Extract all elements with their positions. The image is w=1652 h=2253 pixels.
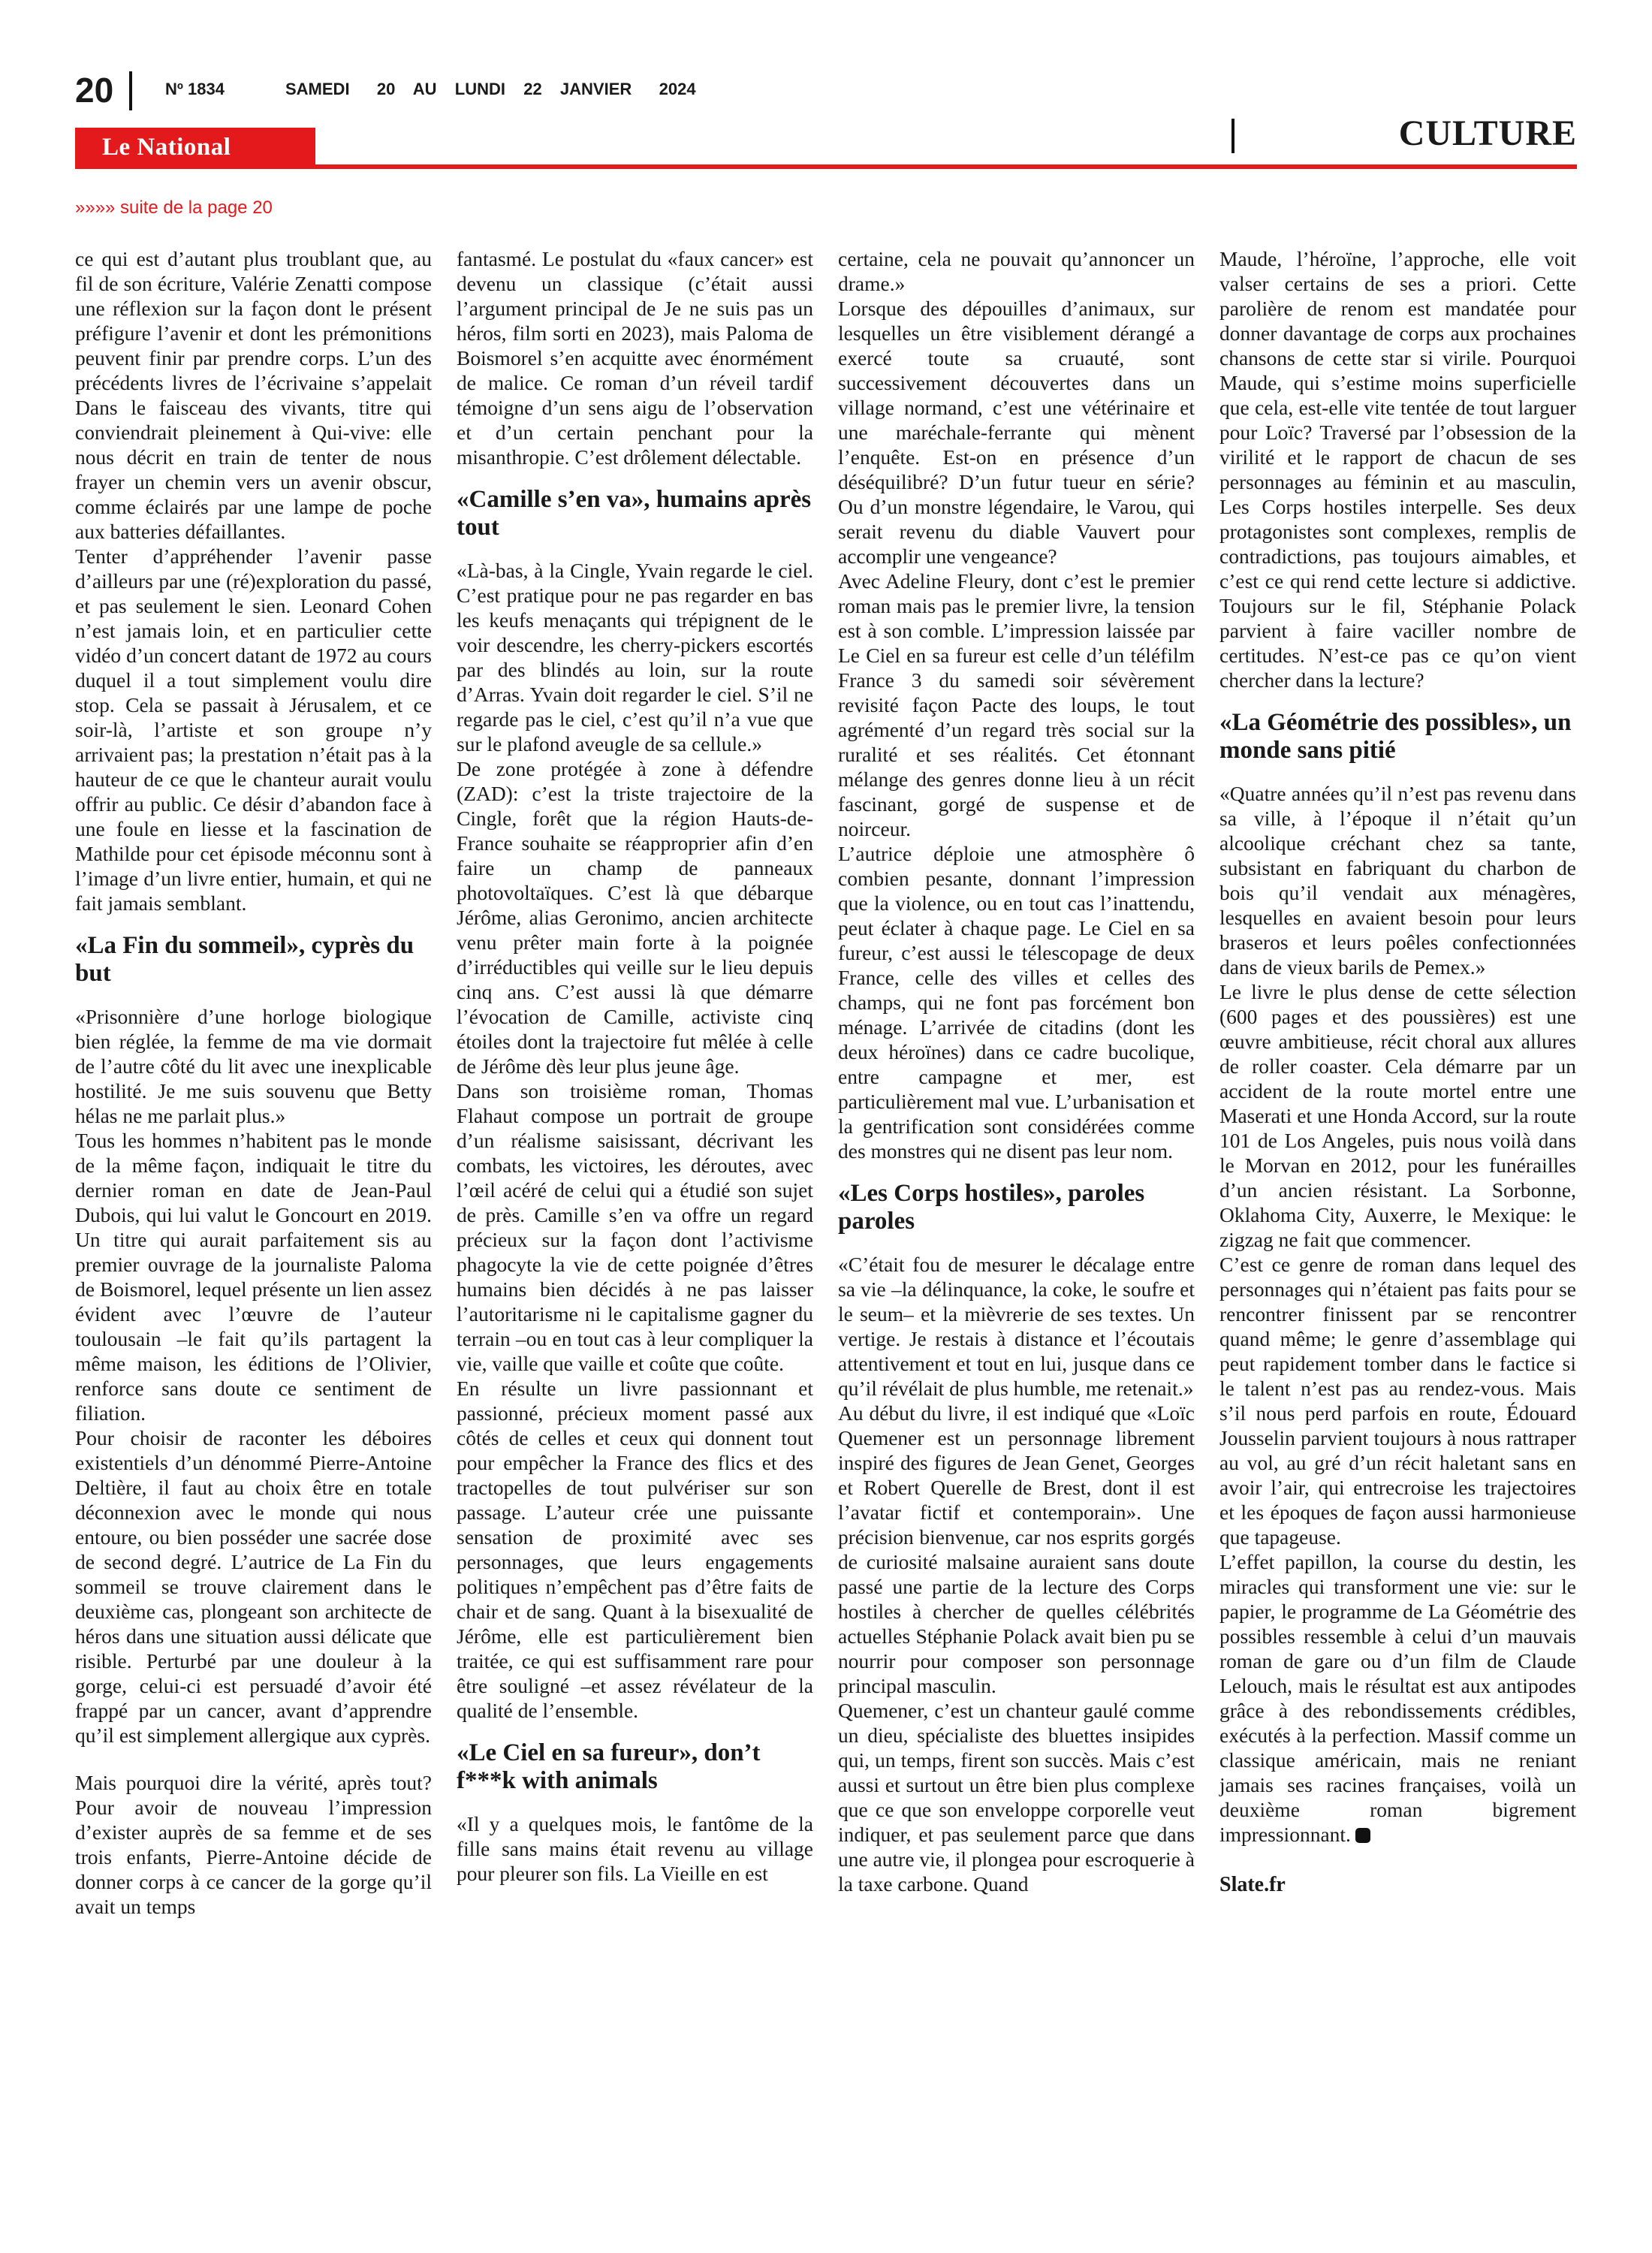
quote-paragraph: «Là-bas, à la Cingle, Yvain regarde le ciel. C’est pratique pour ne pas regarder en bas les keufs menaçants qui trépignent de le voir descendre, les cherry-pickers escortés par des blindés au loin, sur la route d’Arras. Yvain doit regarder le ciel. S’il ne regarde pas le ciel, c’est qu’il n’a vue que sur le plafond aveugle de sa cellule.» [457,559,813,756]
paragraph: ce qui est d’autant plus troublant que, au fil de son écriture, Valérie Zenatti compose une réflexion sur la façon dont le présent préfigure l’avenir et dont les prémonitions peuvent finir par prendre corps. L’un des précédents livres de l’écrivaine s’appelait Dans le faisceau des vivants, titre qui conviendrait pleinement à Qui-vive: elle nous décrit en train de tenter de nous frayer un chemin vers un avenir obscur, comme éclairés par une lampe de poche aux batteries défaillantes. [75,247,432,543]
paragraph: C’est ce genre de roman dans lequel des personnages qui n’étaient pas faits pour se rencontrer finissent par se rencontrer quand même; le genre d’assemblage qui peut rapidement tomber dans le factice si le talent n’est pas au rendez-vous. Mais s’il nous perd parfois en route, Édouard Jousselin parvient toujours à nous rattraper au vol, au gré d’un récit haletant sans en avoir l’air, qui entrecroise les trajectoires et les époques de façon aussi harmonieuse que tapageuse. [1219,1253,1576,1549]
subheading: «La Géométrie des possibles», un monde sans pitié [1219,709,1572,764]
subheading: «Le Ciel en sa fureur», don’t f***k with animals [457,1739,761,1794]
quote-paragraph: «Il y a quelques mois, le fantôme de la fille sans mains était revenu au village pour pleurer son fils. La Vieille en est [457,1812,813,1885]
end-mark-icon [1355,1828,1370,1843]
subheading: «Camille s’en va», humains après tout [457,486,812,541]
paragraph: Pour choisir de raconter les déboires existentiels d’un dénommé Pierre-Antoine Deltière, il faut au choix être en totale déconnexion avec le monde qui nous entoure, ou bien posséder une sacrée dose de second degré. L’autrice de La Fin du sommeil se trouve clairement dans le deuxième cas, plongeant son architecte de héros dans une situation aussi délicate que risible. Perturbé par une douleur à la gorge, celui-ci est persuadé d’avoir été frappé par un cancer, avant d’apprendre qu’il est simplement allergique aux cyprès. [75,1426,432,1747]
paragraph: Maude, l’héroïne, l’approche, elle voit valser certains de ses a priori. Cette parolière de renom est mandatée pour donner davantage de corps aux prochaines chansons de cette star si virile. Pourquoi Maude, qui s’estime moins superficielle que cela, est-elle vite tentée de tout larguer pour Loïc? Traversé par l’obsession de la virilité et le rapport de chacun de ses personnages au féminin et au masculin, Les Corps hostiles interpelle. Ses deux protagonistes sont complexes, remplis de contradictions, pas toujours aimables, et c’est ce qui rend cette lecture si addictive. Toujours sur le fil, Stéphanie Polack parvient à faire vaciller nombre de certitudes. N’est-ce pas ce qu’on vient chercher dans la lecture? [1219,247,1576,692]
paragraph: Tenter d’appréhender l’avenir passe d’ailleurs par une (ré)exploration du passé, et pas seulement le sien. Leonard Cohen n’est jamais loin, et en particulier cette vidéo d’un concert datant de 1972 au cours duquel il a tout simplement voulu dire stop. Cela se passait à Jérusalem, et ce soir-là, l’artiste et son groupe n’y arrivaient pas; la prestation n’était pas à la hauteur de ce que le chanteur aurait voulu offrir au public. Ce désir d’abandon face à une foule en liesse et la fascination de Mathilde pour cet épisode méconnu sont à l’image d’un livre entier, humain, et qui ne fait jamais semblant. [75,544,432,915]
paragraph: Quemener, c’est un chanteur gaulé comme un dieu, spécialiste des bluettes insipides qui, un temps, firent son succès. Mais c’est aussi et surtout un être bien plus complexe que ce que son enveloppe corporelle veut indiquer, et pas seulement parce que dans une autre vie, il plongea pour escroquerie à la taxe carbone. Quand [838,1699,1195,1896]
issue-number: Nº 1834 [165,80,225,98]
paragraph: certaine, cela ne pouvait qu’annoncer un drame.» [838,247,1195,295]
article-source: Slate.fr [1219,1873,1286,1896]
issue-date: SAMEDI 20 AU LUNDI 22 JANVIER 2024 [285,80,696,98]
subheading: «La Fin du sommeil», cyprès du but [75,932,415,987]
final-paragraph [1219,1549,1576,1847]
paragraph: fantasmé. Le postulat du «faux cancer» est devenu un classique (c’était aussi l’argument principal de Je ne suis pas un héros, film sorti en 2023), mais Paloma de Boismorel s’en acquitte avec énormément de malice. Ce roman d’un réveil tardif témoigne d’un sens aigu de l’observation et d’un certain penchant pour la misanthropie. C’est drôlement délectable. [457,247,813,469]
article-column-2 [457,246,813,1886]
paragraph-gap [75,1748,432,1770]
page-number: 20 [75,71,114,110]
page-number-divider [129,71,132,110]
brand-logo: Le National [102,134,231,161]
paragraph: Mais pourquoi dire la vérité, après tout? Pour avoir de nouveau l’impression d’exister auprès de sa femme et de ses trois enfants, Pierre-Antoine décide de donner corps à ce cancer de la gorge qu’il avait un temps [75,1771,432,1918]
article-column-4 [1219,246,1576,1897]
paragraph: De zone protégée à zone à défendre (ZAD): c’est la triste trajectoire de la Cingle, forêt que la région Hauts-de-France souhaite se réapproprier afin d’en faire un champ de panneaux photovoltaïques. C’est là que débarque Jérôme, alias Geronimo, ancien architecte venu prêter main forte à la poignée d’irréductibles qui veille sur le lieu depuis cinq ans. C’est aussi là que démarre l’évocation de Camille, activiste cinq étoiles dont la trajectoire fut mêlée à celle de Jérôme dès leur plus jeune âge. [457,757,813,1078]
section-title: CULTURE [1398,113,1577,153]
quote-paragraph: «C’était fou de mesurer le décalage entre sa vie –la délinquance, la coke, le soufre et le seum– et la mièvrerie de ses textes. Un vertige. Je restais à distance et l’écoutais attentivement et tout en lui, jusque dans ce qu’il révélait de plus humble, me retenait.» [838,1253,1195,1400]
quote-paragraph: «Prisonnière d’une horloge biologique bien réglée, la femme de ma vie dormait de l’autre côté du lit avec une inexplicable hostilité. Je me suis souvenu que Betty hélas ne me parlait plus.» [75,1005,432,1127]
article-column-3 [838,246,1195,1896]
article-column-1 [75,246,432,1919]
quote-paragraph: «Quatre années qu’il n’est pas revenu dans sa ville, à l’époque il n’était qu’un alcoolique créchant chez sa tante, subsistant en fabriquant du charbon de bois qu’il vendait aux ménagères, lesquelles en avaient besoin pour leurs braseros et leurs poêles confectionnées dans de vieux barils de Pemex.» [1219,782,1576,979]
paragraph: Au début du livre, il est indiqué que «Loïc Quemener est un personnage librement inspiré des figures de Jean Genet, Georges et Robert Querelle de Brest, dont il est l’avatar fictif et contemporain». Une précision bienvenue, car nos esprits gorgés de curiosité malsaine auraient sans doute passé une partie de la lecture des Corps hostiles à chercher de quelles célébrités actuelles Stéphanie Polack avait bien pu se nourrir pour composer son personnage principal masculin. [838,1401,1195,1697]
paragraph: Tous les hommes n’habitent pas le monde de la même façon, indiquait le titre du dernier roman en date de Jean-Paul Dubois, qui lui valut le Goncourt en 2019. Un titre qui aurait parfaitement sis au premier ouvrage de la journaliste Paloma de Boismorel, lequel présente un lien assez évident avec l’œuvre de l’auteur toulousain –le fait qu’ils partagent la même maison, les éditions de l’Olivier, renforce sans doute ce sentiment de filiation. [75,1129,432,1425]
section-divider [1231,119,1234,153]
paragraph: L’autrice déploie une atmosphère ô combien pesante, donnant l’impression que la violence, ou en tout cas l’inattendu, peut éclater à chaque page. Le Ciel en sa fureur, c’est aussi le télescopage de deux France, celle des villes et celles des champs, qui ne font pas forcément bon ménage. L’arrivée de citadins (dont les deux héroïnes) dans ce cadre bucolique, entre campagne et mer, est particulièrement mal vue. L’urbanisation et la gentrification sont considérées comme des monstres qui ne disent pas leur nom. [838,842,1195,1163]
paragraph: Avec Adeline Fleury, dont c’est le premier roman mais pas le premier livre, la tension est à son comble. L’impression laissée par Le Ciel en sa fureur est celle d’un téléfilm France 3 du samedi soir sévèrement revisité façon Pacte des loups, le tout agrémenté d’un regard très social sur la ruralité et ses réalités. Cet étonnant mélange des genres donne lieu à un récit fascinant, gorgé de suspense et de noirceur. [838,569,1195,840]
paragraph: Dans son troisième roman, Thomas Flahaut compose un portrait de groupe d’un réalisme saisissant, décrivant les combats, les victoires, les déroutes, avec l’œil acéré de celui qui a étudié son sujet de près. Camille s’en va offre un regard précieux sur la façon dont l’activisme phagocyte la vie de cette poignée d’êtres humains bien décidés à ne pas laisser l’autoritarisme ni le capitalisme gagner du terrain –ou en tout cas à leur compliquer la vie, vaille que vaille et coûte que coûte. [457,1079,813,1375]
paragraph: En résulte un livre passionnant et passionné, précieux moment passé aux côtés de celles et ceux qui donnent tout pour empêcher la France des flics et des tractopelles de tout pulvériser sur son passage. L’auteur crée une puissante sensation de proximité avec ses personnages, que leurs engagements politiques n’empêchent pas d’être faits de chair et de sang. Quant à la bisexualité de Jérôme, elle est particulièrement bien traitée, ce qui est suffisamment rare pour être souligné –et assez révélateur de la qualité de l’ensemble. [457,1377,813,1722]
page-header [75,68,1577,180]
subheading: «Les Corps hostiles», paroles paroles [838,1180,1145,1235]
paragraph: Lorsque des dépouilles d’animaux, sur lesquelles un être visiblement dérangé a exercé toute sa cruauté, sont successivement découvertes dans un village normand, c’est une vétérinaire et une maréchale-ferrante qui mènent l’enquête. Est-on en présence d’un déséquilibré? D’un futur tueur en série? Ou d’un monstre légendaire, le Varou, qui serait revenu du diable Vauvert pour accomplir une vengeance? [838,297,1195,568]
header-rule [75,164,1577,169]
final-paragraph-text: L’effet papillon, la course du destin, les miracles qui transforment une vie: sur le papier, le programme de La Géométrie des possibles ressemble à celui d’un mauvais roman de gare ou d’un film de Claude Lelouch, mais le résultat est aux antipodes grâce à des rebondissements crédibles, exécutés à la perfection. Massif comme un classique américain, mais ne reniant jamais ses racines françaises, voilà un deuxième roman bigrement impressionnant. [1219,1550,1576,1846]
paragraph: Le livre le plus dense de cette sélection (600 pages et des poussières) est une œuvre ambitieuse, récit choral aux allures de roller coaster. Cela démarre par un accident de la route mortel entre une Maserati et une Honda Accord, sur la route 101 de Los Angeles, puis nous voilà dans le Morvan en 2012, pour les funérailles d’un ancien résistant. La Sorbonne, Oklahoma City, Auxerre, le Mexique: le zigzag ne fait que commencer. [1219,980,1576,1251]
continued-from-label: »»»» suite de la page 20 [75,198,273,218]
